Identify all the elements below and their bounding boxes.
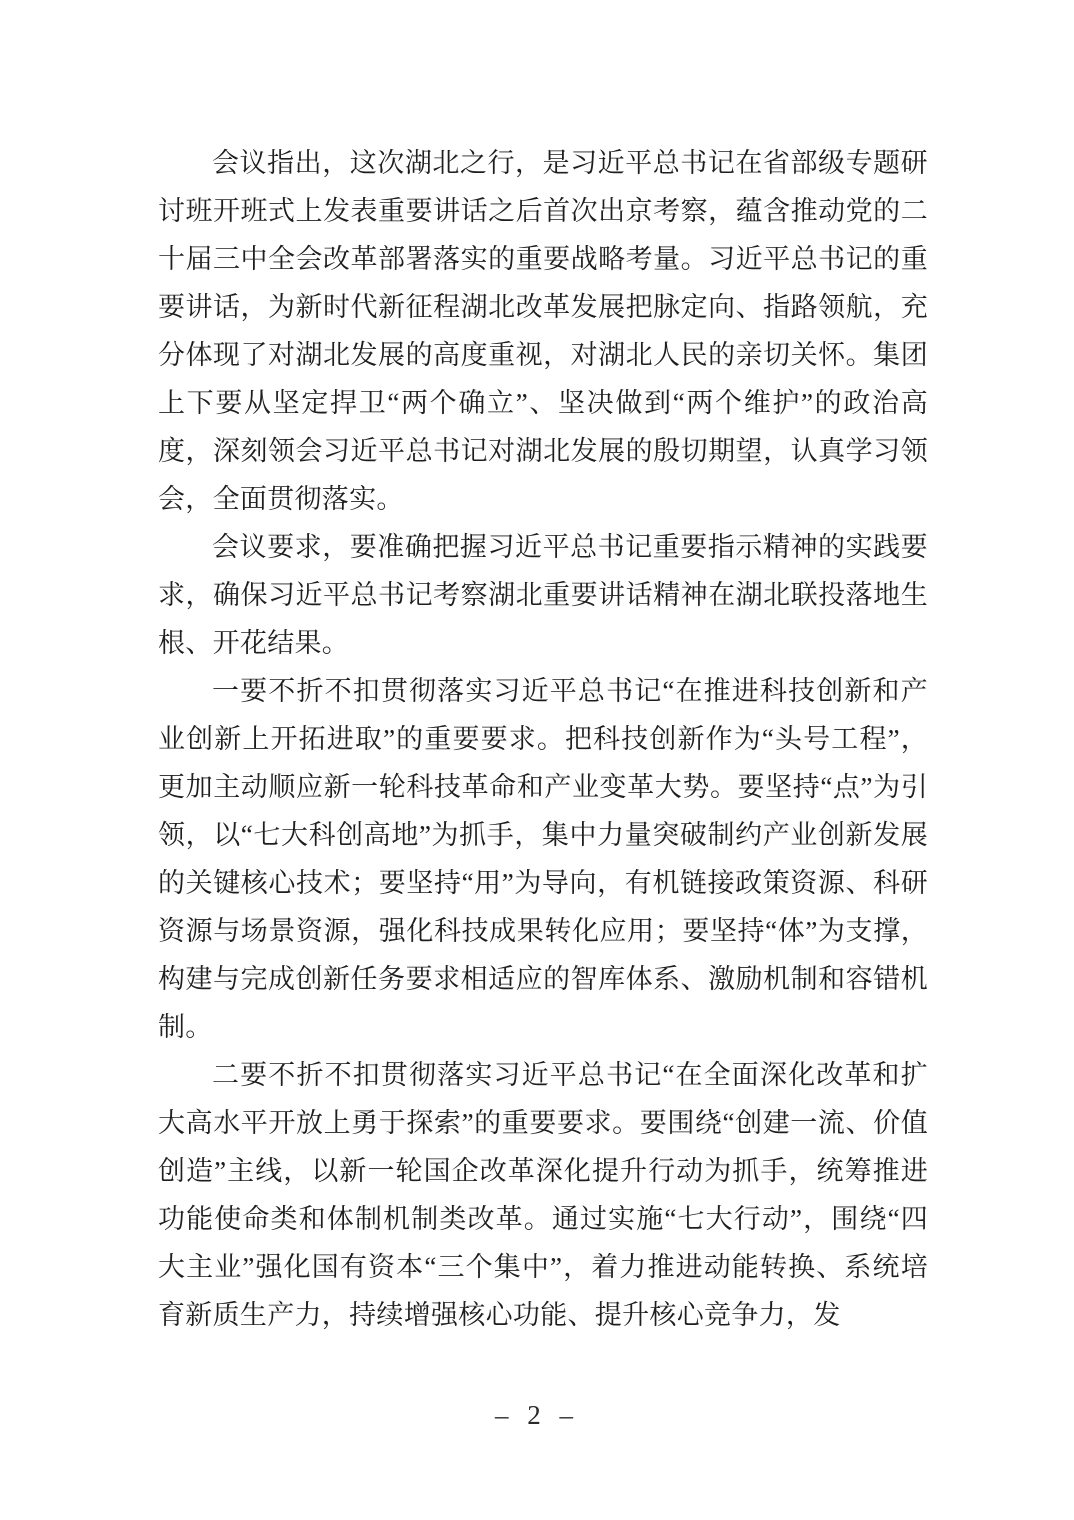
paragraph-point-two: 二要不折不扣贯彻落实习近平总书记“在全面深化改革和扩大高水平开放上勇于探索”的重要要求。要围绕“创建一流、价值创造”主线，以新一轮国企改革深化提升行动为抓手，统筹推进功能使命类和体制机制类改革。通过实施“七大行动”，围绕“四大主业”强化国有资本“三个集中”，着力推进动能转换、系统培育新质生产力，持续增强核心功能、提升核心竞争力，发 xyxy=(158,1060,928,1330)
paragraph-meeting-pointed-out: 会议指出，这次湖北之行，是习近平总书记在省部级专题研讨班开班式上发表重要讲话之后首次出京考察，蕴含推动党的二十届三中全会改革部署落实的重要战略考量。习近平总书记的重要讲话，为新时代新征程湖北改革发展把脉定向、指路领航，充分体现了对湖北发展的高度重视，对湖北人民的亲切关怀。集团上下要从坚定捍卫“两个确立”、坚决做到“两个维护”的政治高度，深刻领会习近平总书记对湖北发展的殷切期望，认真学习领会，全面贯彻落实。 xyxy=(158,148,928,514)
document-body xyxy=(158,139,928,1339)
paragraph-meeting-requires: 会议要求，要准确把握习近平总书记重要指示精神的实践要求，确保习近平总书记考察湖北重要讲话精神在湖北联投落地生根、开花结果。 xyxy=(158,532,928,658)
page-footer xyxy=(0,1400,1074,1431)
paragraph-point-one: 一要不折不扣贯彻落实习近平总书记“在推进科技创新和产业创新上开拓进取”的重要要求。把科技创新作为“头号工程”，更加主动顺应新一轮科技革命和产业变革大势。要坚持“点”为引领，以“七大科创高地”为抓手，集中力量突破制约产业创新发展的关键核心技术；要坚持“用”为导向，有机链接政策资源、科研资源与场景资源，强化科技成果转化应用；要坚持“体”为支撑，构建与完成创新任务要求相适应的智库体系、激励机制和容错机制。 xyxy=(158,676,928,1042)
page-number: – 2 – xyxy=(495,1400,579,1430)
